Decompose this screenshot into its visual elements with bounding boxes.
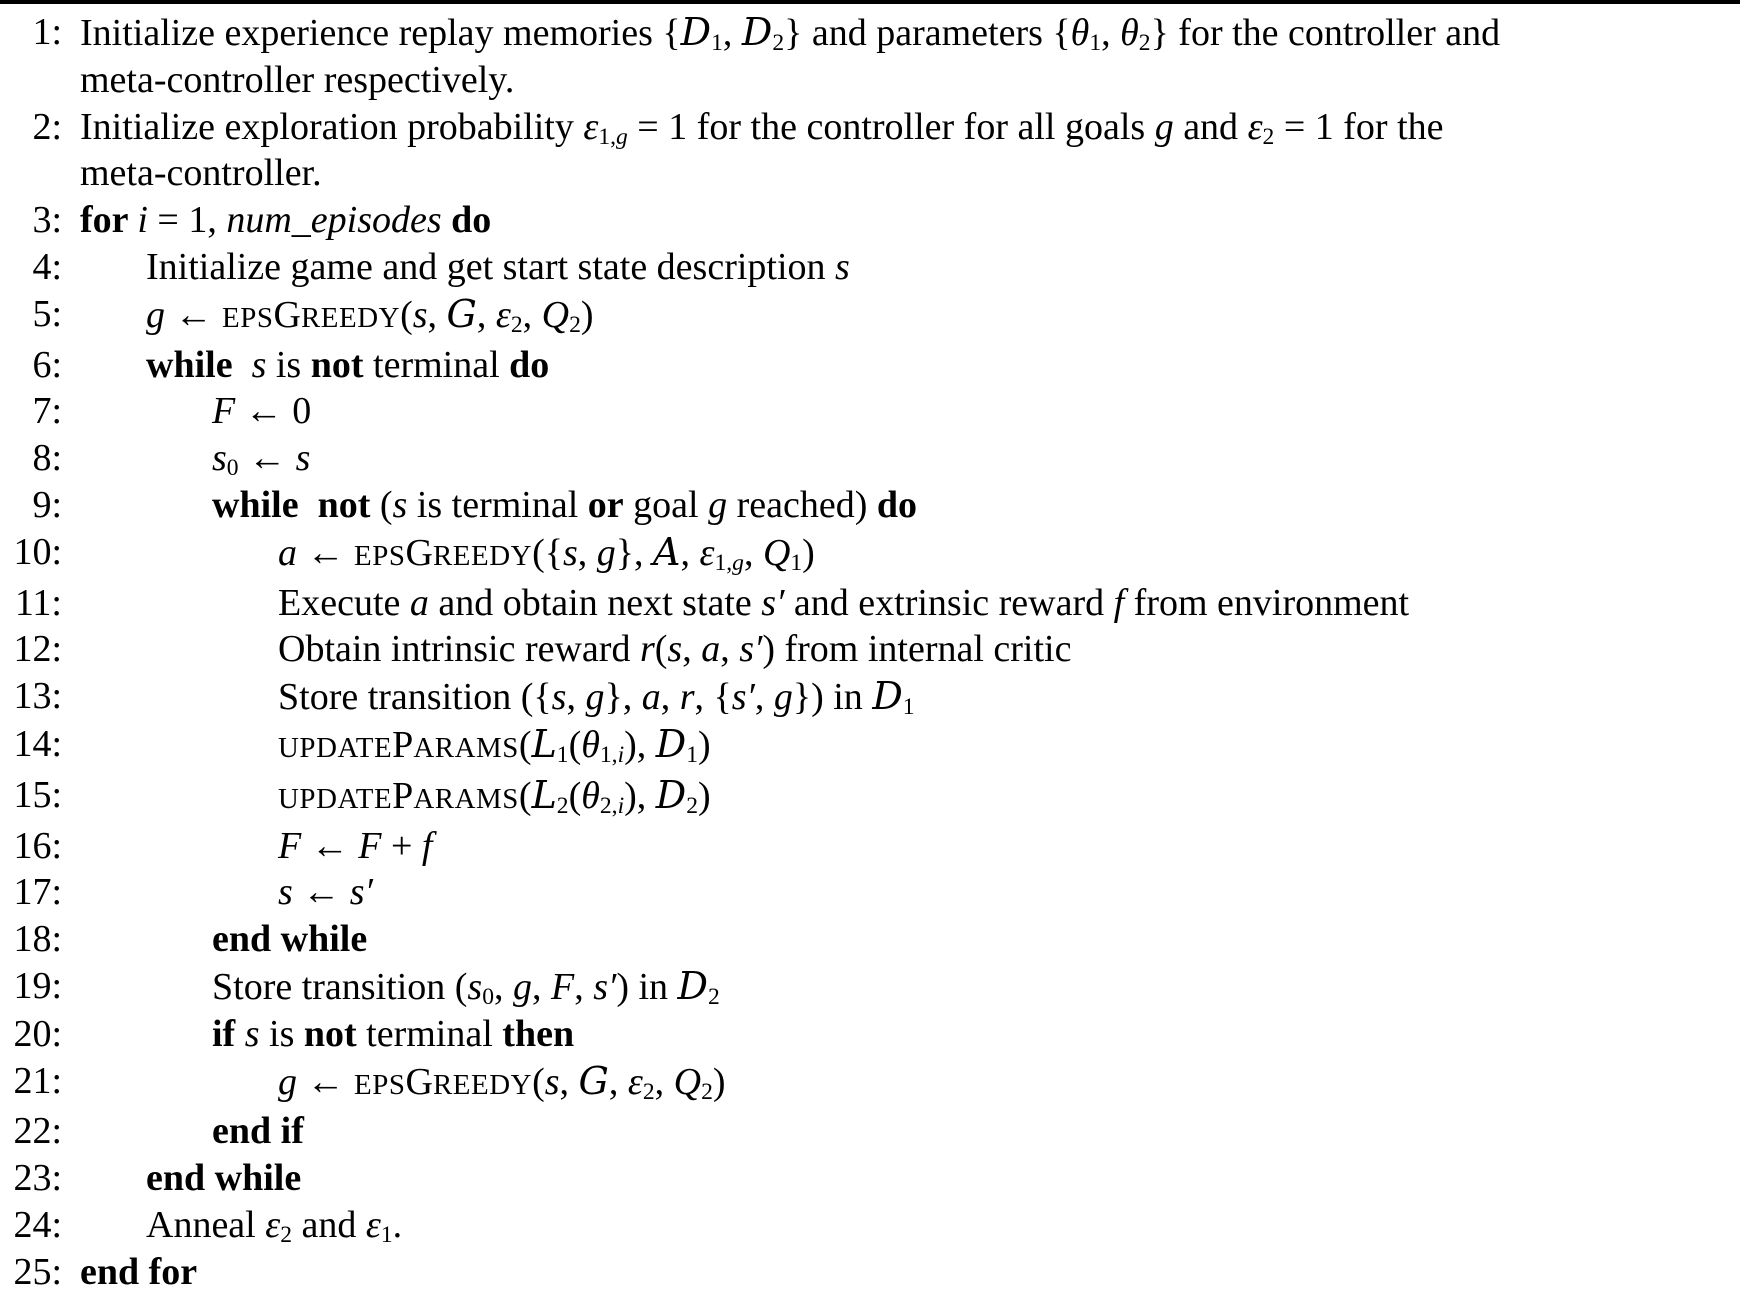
text-segment: , xyxy=(493,965,513,1008)
text-segment: EPS xyxy=(354,1068,406,1101)
text-segment: end for xyxy=(80,1250,198,1293)
text-segment: then xyxy=(502,1012,575,1055)
text-segment xyxy=(299,484,318,526)
algorithm-line-5 xyxy=(0,291,1740,342)
line-number: 12: xyxy=(13,628,62,671)
algorithm-line-23 xyxy=(0,1155,1740,1202)
text-segment: Q xyxy=(673,1060,702,1103)
line-content xyxy=(62,916,1740,963)
text-segment: and xyxy=(292,1203,366,1246)
text-segment: , xyxy=(743,531,763,574)
text-segment: ) xyxy=(580,293,594,336)
text-segment: g xyxy=(596,531,616,574)
text-segment: , xyxy=(574,965,594,1008)
algorithm-line-13 xyxy=(0,673,1740,721)
text-segment: and xyxy=(1173,105,1248,148)
algorithm-line-22 xyxy=(0,1108,1740,1155)
text-segment: ← xyxy=(301,824,359,867)
text-segment: G xyxy=(578,1058,609,1103)
text-segment: Q xyxy=(762,531,791,574)
line-number: 20: xyxy=(13,1012,62,1055)
text-segment: ε xyxy=(699,531,715,574)
line-content xyxy=(62,342,1740,389)
text-segment: D xyxy=(655,721,687,766)
line-number: 21: xyxy=(13,1059,62,1102)
text-segment: 1 xyxy=(1089,30,1102,57)
text-segment: while xyxy=(146,343,233,386)
text-segment: g xyxy=(773,676,793,719)
text-segment: ( xyxy=(400,293,413,336)
text-segment: Execute xyxy=(278,581,410,624)
text-segment: s′ xyxy=(731,676,755,719)
text-segment: r xyxy=(639,628,655,671)
text-segment: 2 xyxy=(569,311,581,338)
text-segment: s xyxy=(212,437,227,480)
line-number: 24: xyxy=(13,1203,62,1246)
text-segment: , xyxy=(566,676,586,719)
text-segment: ), xyxy=(624,723,656,766)
algorithm-body xyxy=(0,9,1740,1296)
line-number: 15: xyxy=(13,773,62,816)
text-segment: r xyxy=(679,676,695,719)
text-segment: ( xyxy=(370,483,393,526)
text-segment: a xyxy=(641,676,661,719)
text-segment: a xyxy=(278,531,297,574)
algorithm-line-24 xyxy=(0,1202,1740,1249)
text-segment: F xyxy=(550,965,575,1008)
text-segment: 1 xyxy=(556,742,569,769)
text-segment: Anneal xyxy=(146,1203,266,1246)
text-segment: s xyxy=(251,343,267,386)
text-segment: ← xyxy=(292,871,350,914)
line-number: 17: xyxy=(13,871,62,914)
text-segment: , xyxy=(577,531,597,574)
text-segment: 1 xyxy=(686,742,699,769)
text-segment: , xyxy=(754,676,774,719)
text-segment: i xyxy=(617,742,625,769)
text-segment: 1, xyxy=(714,549,733,576)
algorithm-line-20 xyxy=(0,1011,1740,1058)
text-segment: Store transition ( xyxy=(212,965,468,1008)
text-segment: goal xyxy=(623,483,709,526)
text-segment: Obtain intrinsic reward xyxy=(278,628,640,671)
algorithm-line-7 xyxy=(0,388,1740,435)
text-segment: s xyxy=(412,293,428,336)
text-segment: F xyxy=(212,390,236,433)
text-segment: , xyxy=(660,676,680,719)
algorithm-line-14 xyxy=(0,721,1740,772)
line-content xyxy=(62,1202,1740,1249)
text-segment: s xyxy=(244,1012,260,1055)
text-segment: ε xyxy=(1247,105,1263,148)
text-segment: s′ xyxy=(593,965,617,1008)
text-segment: s xyxy=(278,871,293,914)
text-segment: }, xyxy=(604,676,642,719)
text-segment: REEDY xyxy=(432,539,533,572)
text-segment: ε xyxy=(583,105,599,148)
line-content xyxy=(62,963,1740,1011)
text-segment: or xyxy=(587,483,624,526)
text-segment: = 1 for the xyxy=(1274,105,1444,148)
text-segment: s′ xyxy=(761,581,785,624)
text-segment: g xyxy=(616,123,628,150)
text-segment: while xyxy=(212,483,299,526)
text-segment: D xyxy=(872,674,903,719)
algorithm-line-6 xyxy=(0,342,1740,389)
text-segment: s xyxy=(835,245,850,288)
text-segment: ε xyxy=(365,1203,381,1246)
text-segment: f xyxy=(421,824,433,867)
text-segment: P xyxy=(392,723,414,766)
text-segment: } for the controller and xyxy=(1150,12,1501,54)
line-number: 7: xyxy=(32,390,62,433)
text-segment: P xyxy=(392,774,414,817)
text-segment: 1, xyxy=(598,123,617,150)
algorithm-line-1 xyxy=(0,9,1740,104)
text-segment xyxy=(233,344,252,386)
text-segment: UPDATE xyxy=(278,782,393,815)
text-segment: ) from internal critic xyxy=(762,628,1072,671)
algorithm-line-4 xyxy=(0,244,1740,291)
line-number: 3: xyxy=(32,199,62,242)
text-segment: g xyxy=(1154,105,1174,148)
text-segment: s xyxy=(563,531,578,574)
text-segment: , xyxy=(680,531,700,574)
text-segment: 2 xyxy=(1138,30,1151,57)
text-segment: L xyxy=(531,721,557,766)
text-segment: , xyxy=(682,628,702,671)
text-segment: s xyxy=(544,1060,560,1103)
line-number: 13: xyxy=(13,675,62,718)
text-segment: 0 xyxy=(226,455,239,482)
text-segment: = 1, xyxy=(147,199,227,242)
text-segment: A xyxy=(653,529,681,574)
text-segment: ← xyxy=(297,1060,354,1103)
text-segment: REEDY xyxy=(432,1068,533,1101)
line-content xyxy=(62,388,1740,435)
line-number: 16: xyxy=(13,824,62,867)
text-segment: ε xyxy=(265,1203,281,1246)
text-segment xyxy=(442,199,452,241)
line-content xyxy=(62,823,1740,870)
text-segment: ), xyxy=(624,774,656,817)
line-number: 11: xyxy=(14,581,62,624)
algorithm-line-9 xyxy=(0,482,1740,529)
text-segment: , xyxy=(531,965,551,1008)
algorithm-line-15 xyxy=(0,772,1740,823)
algorithm-line-12 xyxy=(0,626,1740,673)
text-segment: g xyxy=(512,965,532,1008)
text-segment: . xyxy=(392,1203,403,1246)
text-segment: ← xyxy=(297,531,354,574)
line-content xyxy=(62,673,1740,721)
text-segment: do xyxy=(509,343,550,386)
line-content xyxy=(62,580,1740,627)
line-content xyxy=(62,9,1740,104)
text-segment: , xyxy=(1101,12,1121,54)
text-segment: , xyxy=(522,293,542,336)
line-content xyxy=(62,1155,1740,1202)
text-segment: end while xyxy=(146,1157,302,1200)
algorithm-line-3 xyxy=(0,197,1740,244)
text-segment: }) in xyxy=(792,676,873,719)
text-segment: , xyxy=(722,12,742,54)
line-number: 22: xyxy=(13,1110,62,1153)
algorithm-line-8 xyxy=(0,435,1740,482)
text-segment: ARAMS xyxy=(413,782,519,815)
text-segment: F xyxy=(358,824,382,867)
text-segment: ( xyxy=(654,628,668,671)
algorithm-line-19 xyxy=(0,963,1740,1011)
text-segment: 2 xyxy=(556,792,569,819)
line-number: 19: xyxy=(13,964,62,1007)
text-segment: G xyxy=(446,291,477,336)
text-segment: g xyxy=(146,293,165,336)
text-segment: ε xyxy=(495,293,511,336)
text-segment: is terminal xyxy=(407,483,588,526)
algorithm-line-25 xyxy=(0,1249,1740,1296)
line-content xyxy=(62,1108,1740,1155)
text-segment: do xyxy=(451,199,492,242)
text-segment: 1 xyxy=(711,30,723,57)
text-segment: s′ xyxy=(349,871,373,914)
text-segment: g xyxy=(732,549,744,576)
line-content xyxy=(62,626,1740,673)
text-segment: ) xyxy=(698,774,711,817)
algorithm-line-18 xyxy=(0,916,1740,963)
text-segment: D xyxy=(741,10,773,54)
text-segment: terminal xyxy=(356,1012,503,1055)
text-segment: ( xyxy=(568,723,582,766)
algorithm-line-2 xyxy=(0,104,1740,198)
text-segment: 2 xyxy=(701,1078,713,1105)
line-number: 10: xyxy=(13,530,62,573)
text-segment: G xyxy=(273,293,301,336)
line-content xyxy=(62,721,1740,772)
text-segment: not xyxy=(303,1012,357,1055)
text-segment: s xyxy=(467,965,483,1008)
text-segment: 2 xyxy=(642,1078,655,1105)
line-content xyxy=(62,529,1740,580)
text-segment: a xyxy=(409,581,429,624)
text-segment: end if xyxy=(212,1110,304,1153)
text-segment: ε xyxy=(627,1060,643,1103)
text-segment: ({ xyxy=(532,531,563,574)
text-segment: ( xyxy=(518,774,532,817)
text-segment: 2, xyxy=(599,792,618,819)
algorithm-line-17 xyxy=(0,869,1740,916)
text-segment: D xyxy=(677,963,708,1008)
algorithm-top-rule xyxy=(0,0,1740,4)
line-content xyxy=(62,104,1740,198)
text-segment: 1, xyxy=(599,742,618,769)
text-segment: , xyxy=(654,1060,674,1103)
line-content xyxy=(62,244,1740,291)
text-segment: a xyxy=(701,628,721,671)
text-segment: ) xyxy=(712,1060,726,1103)
line-content xyxy=(62,482,1740,529)
line-content xyxy=(62,291,1740,342)
text-segment: for xyxy=(80,199,138,242)
text-segment: UPDATE xyxy=(278,731,393,764)
text-segment: , xyxy=(427,293,447,336)
text-segment: Store transition ({ xyxy=(278,676,552,719)
text-segment: ← 0 xyxy=(235,390,312,433)
text-segment: ( xyxy=(532,1060,545,1103)
text-segment: , xyxy=(608,1060,628,1103)
line-number: 9: xyxy=(32,483,62,526)
text-segment: and obtain next state xyxy=(428,581,762,624)
text-segment: , xyxy=(720,628,740,671)
algorithm-line-10 xyxy=(0,529,1740,580)
text-segment: ARAMS xyxy=(413,731,519,764)
text-segment: is xyxy=(259,1012,304,1055)
text-segment: 1 xyxy=(380,1222,393,1249)
text-segment: , xyxy=(476,293,496,336)
text-segment: θ xyxy=(581,774,600,817)
line-number: 5: xyxy=(32,292,62,335)
text-segment: , xyxy=(559,1060,579,1103)
text-segment: }, xyxy=(615,531,654,574)
text-segment: 2 xyxy=(1262,123,1275,150)
text-segment: i xyxy=(617,792,625,819)
line-number: 8: xyxy=(32,437,62,480)
line-number: 23: xyxy=(13,1157,62,1200)
line-number: 18: xyxy=(13,918,62,961)
text-segment: s xyxy=(551,676,567,719)
text-segment: ( xyxy=(568,774,582,817)
text-segment: ← xyxy=(165,293,222,336)
text-segment: G xyxy=(405,1060,433,1103)
text-segment: Initialize experience replay memories { xyxy=(80,12,681,54)
text-segment: meta-controller. xyxy=(80,152,322,195)
text-segment: θ xyxy=(581,723,600,766)
text-segment: θ xyxy=(1120,12,1139,54)
algorithm-line-11 xyxy=(0,580,1740,627)
text-segment: 2 xyxy=(280,1222,292,1249)
text-segment: not xyxy=(317,483,371,526)
text-segment: i xyxy=(137,199,148,242)
text-segment: s xyxy=(392,483,408,526)
text-segment: Initialize exploration probability xyxy=(80,105,584,148)
text-segment: F xyxy=(278,824,302,867)
text-segment: s′ xyxy=(739,628,763,671)
text-segment: = 1 for the controller for all goals xyxy=(627,105,1155,148)
line-number: 4: xyxy=(32,245,62,288)
text-segment: reached) xyxy=(727,483,877,526)
text-segment: terminal xyxy=(363,343,510,386)
text-segment: ) xyxy=(698,723,711,766)
text-segment: ) xyxy=(802,531,815,574)
text-segment: do xyxy=(876,483,918,526)
text-segment: g xyxy=(278,1060,297,1103)
text-segment: g xyxy=(708,483,728,526)
text-segment: REEDY xyxy=(300,301,401,334)
line-content xyxy=(62,1249,1740,1296)
text-segment: L xyxy=(531,772,557,817)
text-segment: } and parameters { xyxy=(784,12,1071,54)
text-segment: Initialize game and get start state description xyxy=(146,245,836,288)
text-segment: + xyxy=(381,824,422,867)
text-segment: 2 xyxy=(708,984,720,1011)
line-number: 14: xyxy=(13,722,62,765)
line-number: 6: xyxy=(32,343,62,386)
text-segment: from environment xyxy=(1124,581,1410,624)
text-segment: is xyxy=(266,343,311,386)
text-segment: if xyxy=(212,1012,245,1055)
text-segment: θ xyxy=(1070,12,1090,54)
text-segment: 1 xyxy=(902,694,915,721)
algorithm-line-21 xyxy=(0,1058,1740,1109)
line-number: 1: xyxy=(32,11,62,53)
text-segment: D xyxy=(655,772,687,817)
text-segment: end while xyxy=(212,918,368,961)
text-segment: s xyxy=(295,437,311,480)
text-segment: 1 xyxy=(790,549,803,576)
text-segment: 2 xyxy=(772,30,785,57)
line-content xyxy=(62,197,1740,244)
text-segment: 0 xyxy=(482,984,494,1011)
text-segment: 2 xyxy=(510,311,523,338)
text-segment: EPS xyxy=(354,539,406,572)
text-segment: Q xyxy=(541,293,570,336)
algorithm-line-16 xyxy=(0,823,1740,870)
text-segment: meta-controller respectively. xyxy=(80,58,515,101)
text-segment: G xyxy=(405,531,433,574)
text-segment: EPS xyxy=(222,301,274,334)
text-segment: f xyxy=(1113,581,1125,624)
text-segment: s xyxy=(667,628,683,671)
line-content xyxy=(62,1058,1740,1109)
line-content xyxy=(62,435,1740,482)
text-segment: ) in xyxy=(616,965,678,1008)
text-segment: ← xyxy=(238,437,296,480)
line-content xyxy=(62,772,1740,823)
line-content xyxy=(62,869,1740,916)
text-segment: num_episodes xyxy=(226,199,442,242)
text-segment: D xyxy=(680,10,712,54)
text-segment: and extrinsic reward xyxy=(784,581,1114,624)
text-segment: g xyxy=(585,676,605,719)
line-number: 25: xyxy=(13,1250,62,1293)
line-number: 2: xyxy=(32,105,62,148)
line-content xyxy=(62,1011,1740,1058)
text-segment: not xyxy=(310,343,364,386)
text-segment: ( xyxy=(518,723,532,766)
text-segment: , { xyxy=(694,676,732,719)
text-segment: 2 xyxy=(686,792,699,819)
